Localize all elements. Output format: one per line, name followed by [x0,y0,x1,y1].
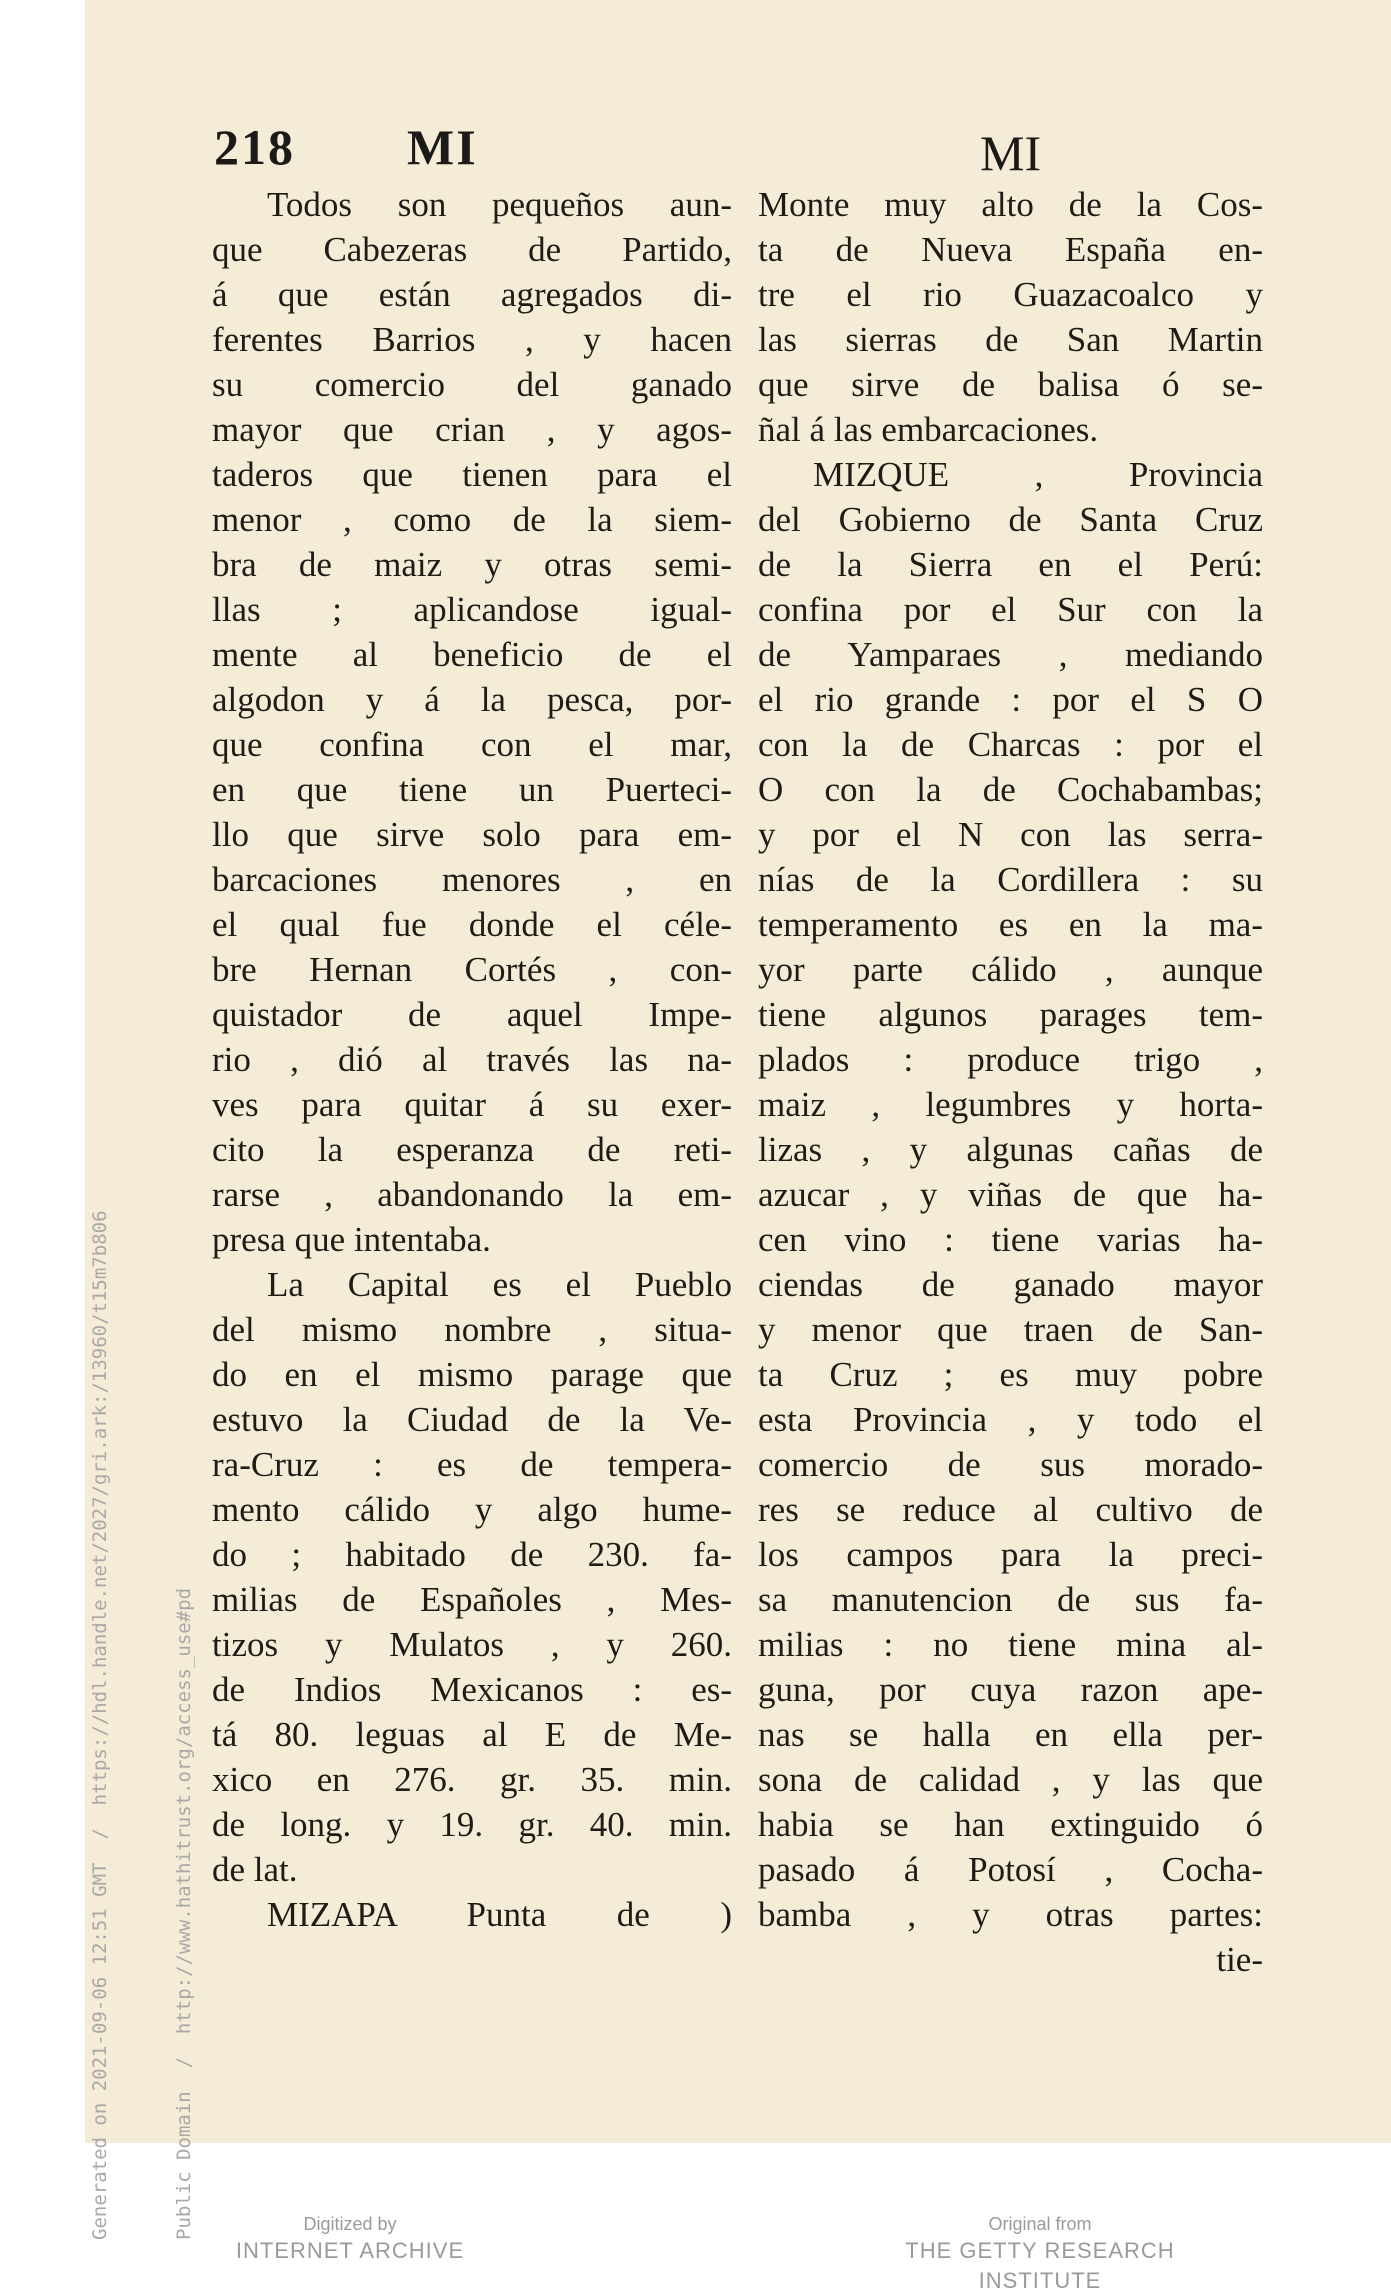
text-line: rio , dió al través las na- [212,1040,732,1079]
text-line: tre el rio Guazacoalco y [758,275,1263,314]
text-line: confina por el Sur con la [758,590,1263,629]
text-line: y menor que traen de San- [758,1310,1263,1349]
generation-notice [30,1040,226,2240]
digitized-by-credit [220,2212,480,2266]
text-line: algodon y á la pesca, por- [212,680,732,719]
original-from-label: Original from [988,2214,1092,2234]
text-line: su comercio del ganado [212,365,732,404]
text-line: llo que sirve solo para em- [212,815,732,854]
text-line: cito la esperanza de reti- [212,1130,732,1169]
text-line: tiene algunos parages tem- [758,995,1263,1034]
text-line: res se reduce al cultivo de [758,1490,1263,1529]
running-head-left: MI [407,119,478,175]
text-line: en que tiene un Puerteci- [212,770,732,809]
text-line: ta de Nueva España en- [758,230,1263,269]
page-header-left [214,118,478,176]
text-line: MIZQUE , Provincia [813,455,1263,494]
text-line: Todos son pequeños aun- [267,185,732,224]
text-line: ves para quitar á su exer- [212,1085,732,1124]
text-line: menor , como de la siem- [212,500,732,539]
text-line: estuvo la Ciudad de la Ve- [212,1400,732,1439]
text-line: de la Sierra en el Perú: [758,545,1263,584]
text-line: que Cabezeras de Partido, [212,230,732,269]
page-number: 218 [214,119,295,175]
text-line: bre Hernan Cortés , con- [212,950,732,989]
text-line: de long. y 19. gr. 40. min. [212,1805,732,1844]
text-line: esta Provincia , y todo el [758,1400,1263,1439]
digitized-by-label: Digitized by [303,2214,397,2234]
text-line: que sirve de balisa ó se- [758,365,1263,404]
text-line: ñal á las embarcaciones. [758,410,1099,449]
text-line: do en el mismo parage que [212,1355,732,1394]
text-line: el rio grande : por el S O [758,680,1263,719]
left-text-column [212,182,732,1937]
text-line: azucar , y viñas de que ha- [758,1175,1263,1214]
text-line: ra-Cruz : es de tempera- [212,1445,732,1484]
text-line: ferentes Barrios , y hacen [212,320,732,359]
text-line: bamba , y otras partes: [758,1895,1263,1934]
text-line: habia se han extinguido ó [758,1805,1263,1844]
text-line: mayor que crian , y agos- [212,410,732,449]
text-line: sa manutencion de sus fa- [758,1580,1263,1619]
text-line: con la de Charcas : por el [758,725,1263,764]
text-line: mento cálido y algo hume- [212,1490,732,1529]
text-line: á que están agregados di- [212,275,732,314]
text-line: y por el N con las serra- [758,815,1263,854]
text-line: barcaciones menores , en [212,860,732,899]
text-line: tizos y Mulatos , y 260. [212,1625,732,1664]
text-line: milias : no tiene mina al- [758,1625,1263,1664]
running-head-right: MI [980,125,1042,181]
text-line: milias de Españoles , Mes- [212,1580,732,1619]
text-line: La Capital es el Pueblo [267,1265,732,1304]
text-line: las sierras de San Martin [758,320,1263,359]
text-line: ta Cruz ; es muy pobre [758,1355,1263,1394]
text-line: taderos que tienen para el [212,455,732,494]
text-line: plados : produce trigo , [758,1040,1263,1079]
original-from-credit [850,2212,1230,2296]
text-line: maiz , legumbres y horta- [758,1085,1263,1124]
internet-archive-label: INTERNET ARCHIVE [235,2238,465,2263]
text-line: el qual fue donde el céle- [212,905,732,944]
text-line: del Gobierno de Santa Cruz [758,500,1263,539]
text-line: de Indios Mexicanos : es- [212,1670,732,1709]
text-line: cen vino : tiene varias ha- [758,1220,1263,1259]
text-line: mente al beneficio de el [212,635,732,674]
text-line: ciendas de ganado mayor [758,1265,1263,1304]
right-text-column [758,182,1263,1982]
generation-notice-line: Generated on 2021-09-06 12:51 GMT / https://hdl.handle.net/2027/gri.ark:/13960/t15m7b806 [89,1210,111,2240]
text-line: guna, por cuya razon ape- [758,1670,1263,1709]
text-line: del mismo nombre , situa- [212,1310,732,1349]
text-line: de Yamparaes , mediando [758,635,1263,674]
text-line: tie- [1216,1940,1263,1979]
license-notice-line: Public Domain / http://www.hathitrust.org/access_use#pd [173,1587,195,2240]
text-line: pasado á Potosí , Cocha- [758,1850,1263,1889]
text-line: sona de calidad , y las que [758,1760,1263,1799]
text-line: xico en 276. gr. 35. min. [212,1760,732,1799]
text-line: tá 80. leguas al E de Me- [212,1715,732,1754]
text-line: temperamento es en la ma- [758,905,1263,944]
text-line: quistador de aquel Impe- [212,995,732,1034]
text-line: nías de la Cordillera : su [758,860,1263,899]
text-line: do ; habitado de 230. fa- [212,1535,732,1574]
text-line: bra de maiz y otras semi- [212,545,732,584]
text-line: los campos para la preci- [758,1535,1263,1574]
text-line: yor parte cálido , aunque [758,950,1263,989]
text-line: llas ; aplicandose igual- [212,590,732,629]
text-line: comercio de sus morado- [758,1445,1263,1484]
text-line: presa que intentaba. [212,1220,491,1259]
text-line: rarse , abandonando la em- [212,1175,732,1214]
text-line: nas se halla en ella per- [758,1715,1263,1754]
text-line: que confina con el mar, [212,725,732,764]
text-line: MIZAPA Punta de ) [267,1895,732,1934]
text-line: O con la de Cochabambas; [758,770,1263,809]
text-line: Monte muy alto de la Cos- [758,185,1263,224]
getty-institute-label: THE GETTY RESEARCH INSTITUTE [905,2238,1175,2293]
text-line: lizas , y algunas cañas de [758,1130,1263,1169]
text-line: de lat. [212,1850,298,1889]
